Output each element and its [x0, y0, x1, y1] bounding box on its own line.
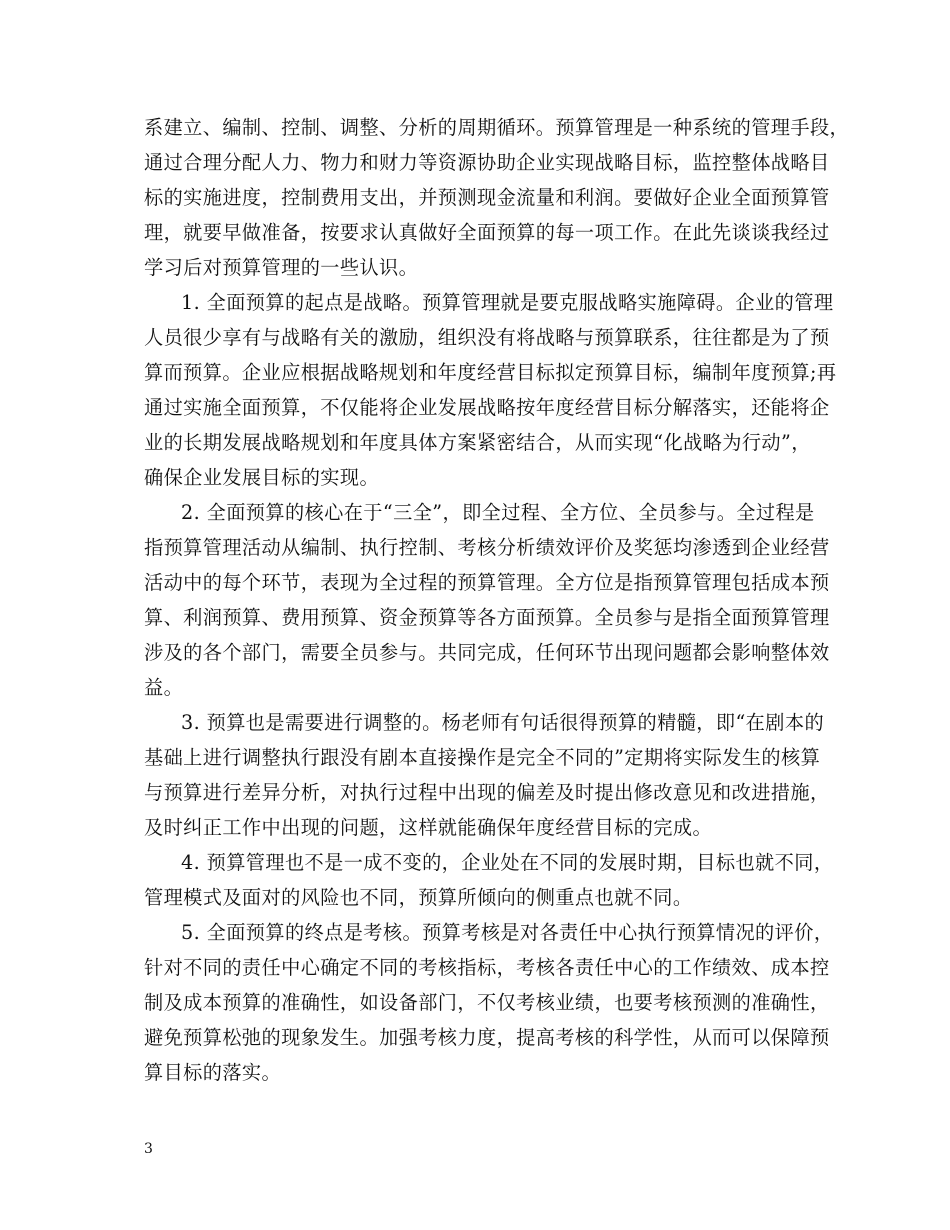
text-line: 算而预算。企业应根据战略规划和年度经营目标拟定预算目标，编制年度预算;再	[144, 361, 837, 384]
page-number: 3	[144, 1141, 153, 1157]
text-line: 人员很少享有与战略有关的激励，组织没有将战略与预算联系，往往都是为了预	[144, 326, 830, 349]
paragraph-item-2-start: 2. 全面预算的核心在于“三全”，即全过程、全方位、全员参与。全过程是	[181, 501, 815, 524]
text-line: 通过实施全面预算，不仅能将企业发展战略按年度经营目标分解落实，还能将企	[144, 396, 830, 419]
text-line: 益。	[144, 676, 184, 699]
paragraph-item-5-start: 5. 全面预算的终点是考核。预算考核是对各责任中心执行预算情况的评价，	[181, 921, 834, 944]
text-line: 业的长期发展战略规划和年度具体方案紧密结合，从而实现“化战略为行动”，	[144, 431, 811, 454]
text-line: 制及成本预算的准确性，如设备部门，不仅考核业绩，也要考核预测的准确性，	[144, 991, 830, 1014]
text-line: 通过合理分配人力、物力和财力等资源协助企业实现战略目标，监控整体战略目	[144, 151, 830, 174]
text-line: 系建立、编制、控制、调整、分析的周期循环。预算管理是一种系统的管理手段，	[144, 116, 850, 139]
text-line: 与预算进行差异分析，对执行过程中出现的偏差及时提出修改意见和改进措施，	[144, 781, 830, 804]
text-line: 标的实施进度，控制费用支出，并预测现金流量和利润。要做好企业全面预算管	[144, 186, 830, 209]
text-line: 理，就要早做准备，按要求认真做好全面预算的每一项工作。在此先谈谈我经过	[144, 221, 830, 244]
paragraph-item-4-start: 4. 预算管理也不是一成不变的，企业处在不同的发展时期，目标也就不同，	[181, 851, 834, 874]
text-line: 算目标的落实。	[144, 1061, 282, 1084]
text-line: 及时纠正工作中出现的问题，这样就能确保年度经营目标的完成。	[144, 816, 713, 839]
text-line: 避免预算松弛的现象发生。加强考核力度，提高考核的科学性，从而可以保障预	[144, 1026, 830, 1049]
paragraph-item-3-start: 3. 预算也是需要进行调整的。杨老师有句话很得预算的精髓，即“在剧本的	[181, 711, 825, 734]
text-line: 基础上进行调整执行跟没有剧本直接操作是完全不同的”定期将实际发生的核算	[144, 746, 821, 769]
text-line: 学习后对预算管理的一些认识。	[144, 256, 419, 279]
text-line: 针对不同的责任中心确定不同的考核指标，考核各责任中心的工作绩效、成本控	[144, 956, 830, 979]
text-line: 算、利润预算、费用预算、资金预算等各方面预算。全员参与是指全面预算管理	[144, 606, 830, 629]
text-line: 管理模式及面对的风险也不同，预算所倾向的侧重点也就不同。	[144, 886, 693, 909]
paragraph-item-1-start: 1. 全面预算的起点是战略。预算管理就是要克服战略实施障碍。企业的管理	[181, 291, 834, 314]
text-line: 涉及的各个部门，需要全员参与。共同完成，任何环节出现问题都会影响整体效	[144, 641, 830, 664]
text-line: 指预算管理活动从编制、执行控制、考核分析绩效评价及奖惩均渗透到企业经营	[144, 536, 830, 559]
text-line: 确保企业发展目标的实现。	[144, 466, 380, 489]
text-line: 活动中的每个环节，表现为全过程的预算管理。全方位是指预算管理包括成本预	[144, 571, 830, 594]
